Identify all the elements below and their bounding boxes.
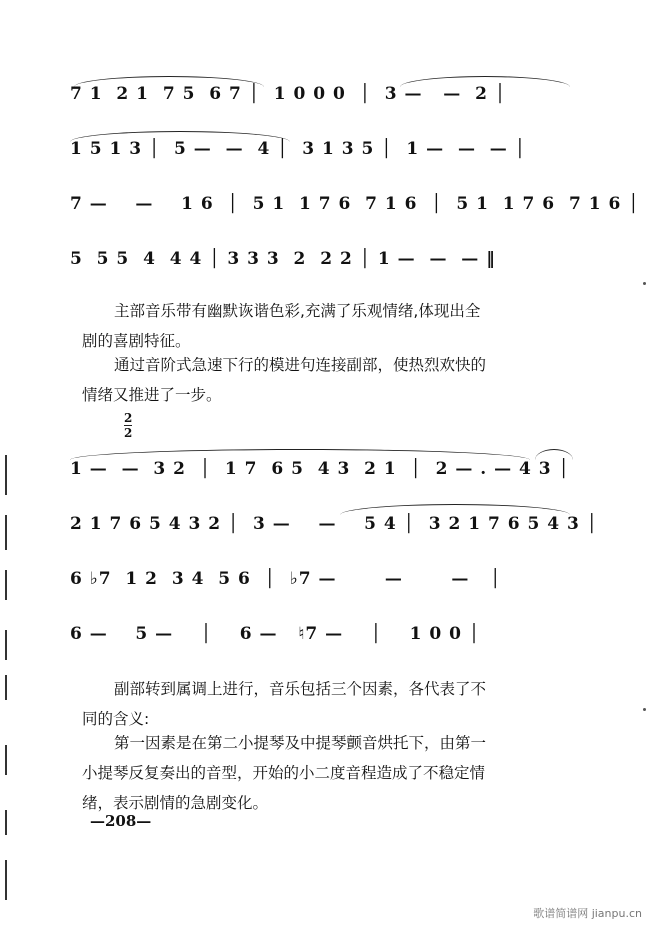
- score-line-7: [70, 555, 575, 595]
- text-line: 同的含义:: [82, 710, 150, 728]
- notation-text: 7 — — 1 6 │ 5 1 1 7 6 7 1 6 │ 5 1 1 7 6 7 1 6 │: [70, 194, 640, 214]
- paragraph: [82, 350, 572, 410]
- time-signature-top: 2: [124, 411, 133, 425]
- notation-text: 2 1 7 6 5 4 3 2 │ 3 — — 5 4 │ 3 2 1 7 6 5 4 3 │: [70, 514, 598, 534]
- watermark: 歌谱简谱网 jianpu.cn: [533, 907, 642, 920]
- notation-text: 5 5 5 4 4 4 │ 3 3 3 2 2 2 │ 1 — — — ‖: [70, 249, 496, 269]
- paragraph: [82, 674, 572, 734]
- text-line: 情绪又推进了一步。: [82, 386, 222, 404]
- score-line-1: [70, 70, 575, 110]
- notation-text: 1 5 1 3 │ 5 — — 4 │ 3 1 3 5 │ 1 — — — │: [70, 139, 526, 159]
- score-line-6: [70, 500, 598, 540]
- score-line-4: [70, 235, 575, 275]
- score-line-2: [70, 125, 575, 165]
- text-line: 剧的喜剧特征。: [82, 332, 191, 350]
- text-line: 副部转到属调上进行，音乐包括三个因素，各代表了不: [114, 680, 487, 698]
- score-line-3: [70, 180, 640, 220]
- page-number: —208—: [90, 812, 152, 830]
- speck: [643, 708, 646, 711]
- notation-text: 1 — — 3 2 │ 1 7 6 5 4 3 2 1 │ 2 — . — 4 3 │: [70, 459, 570, 479]
- notation-text: 7 1 2 1 7 5 6 7 │ 1 0 0 0 │ 3 — — 2 │: [70, 84, 507, 104]
- margin-mark: [5, 675, 7, 700]
- time-signature: [124, 412, 132, 439]
- text-line: 绪，表示剧情的急剧变化。: [82, 794, 269, 812]
- text-line: 小提琴反复奏出的音型，开始的小二度音程造成了不稳定情: [82, 764, 486, 782]
- margin-mark: [5, 515, 7, 550]
- text-line: 第一因素是在第二小提琴及中提琴颤音烘托下，由第一: [114, 734, 487, 752]
- notation-text: 6 — 5 — │ 6 — ♮7 — │ 1 0 0 │: [70, 624, 481, 644]
- margin-mark: [5, 745, 7, 775]
- text-line: 主部音乐带有幽默诙谐色彩,充满了乐观情绪,体现出全: [114, 302, 481, 320]
- notation-text: 6 ♭7 1 2 3 4 5 6 │ ♭7 — — — │: [70, 569, 502, 589]
- paragraph: [82, 728, 572, 818]
- text-line: 通过音阶式急速下行的模进句连接副部，使热烈欢快的: [114, 356, 487, 374]
- time-signature-bottom: 2: [124, 426, 133, 440]
- speck: [643, 282, 646, 285]
- margin-mark: [5, 570, 7, 600]
- margin-mark: [5, 860, 7, 900]
- margin-mark: [5, 630, 7, 660]
- paragraph: [82, 296, 572, 356]
- score-line-8: [70, 610, 575, 650]
- margin-mark: [5, 455, 7, 495]
- score-line-5: [70, 445, 575, 485]
- margin-mark: [5, 810, 7, 835]
